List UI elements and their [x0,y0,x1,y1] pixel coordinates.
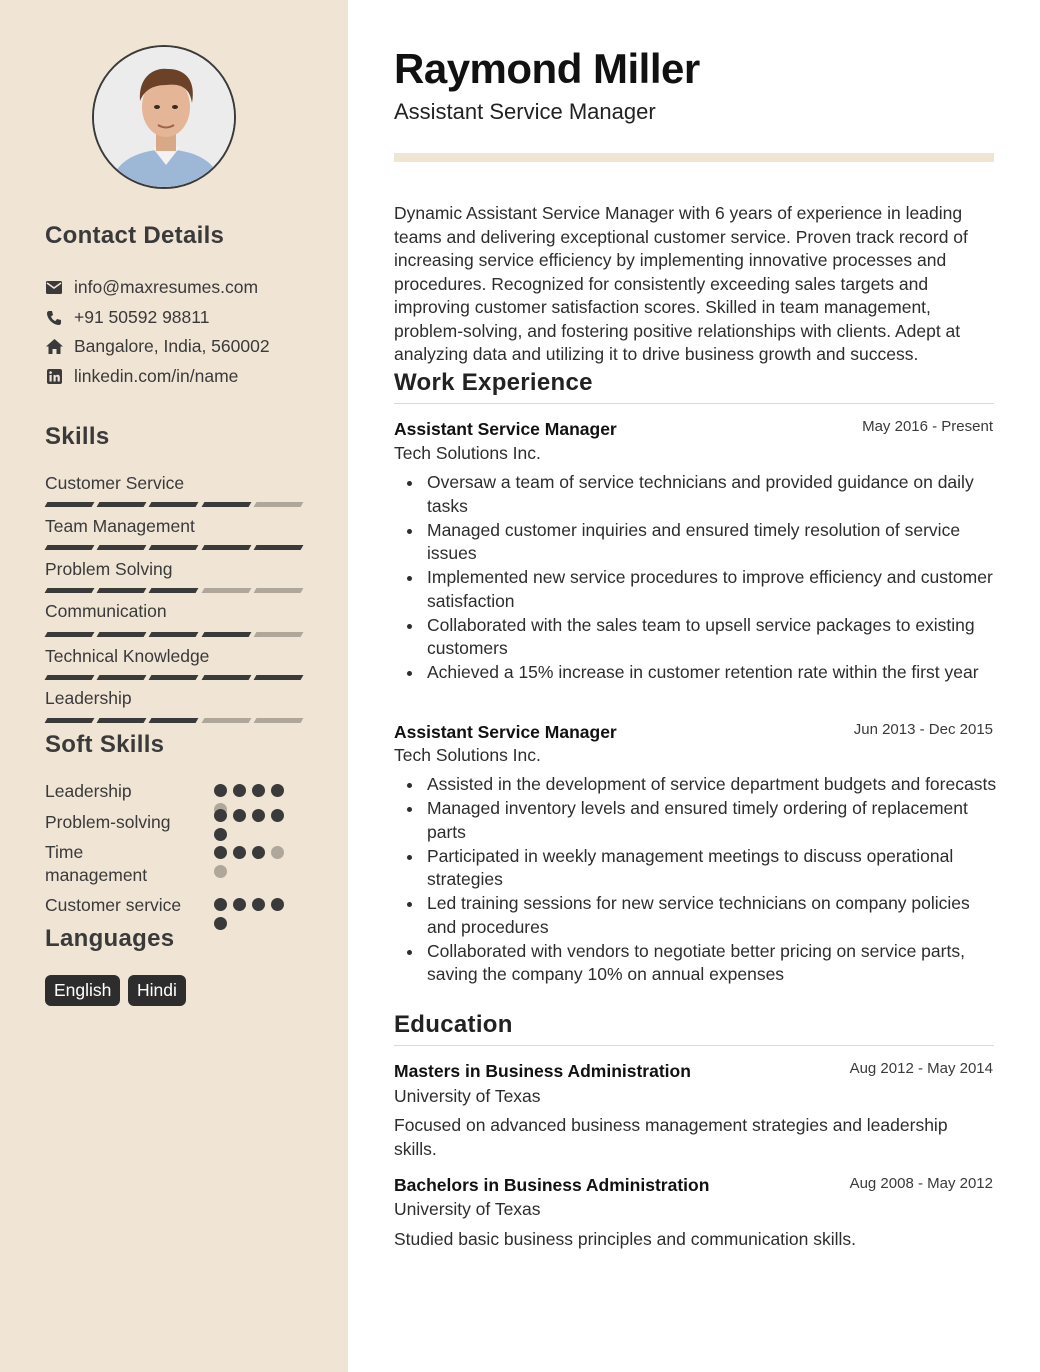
bullet-item: Collaborated with the sales team to upsell service packages to existing customers [394,614,1000,661]
rating-dot [233,898,246,911]
summary-paragraph: Dynamic Assistant Service Manager with 6 years of experience in leading teams and delivering exceptional customer service. Proven track record of increasing service efficiency by implementing innovative processes and procedures. Recognized for consistently exceeding sales targets and improving customer satisfaction scores. Skilled in team management, problem-solving, and fostering positive relationships with clients. Adept at analyzing data and utilizing it to drive business growth and success. [394,203,968,364]
sidebar [0,0,348,1372]
contact-phone[interactable] [45,307,209,328]
rating-dot [214,828,227,841]
work-experience-heading: Work Experience [394,369,593,396]
phone-icon [45,309,63,327]
candidate-title: Assistant Service Manager [394,99,656,124]
skill-bar [46,545,302,550]
rating-dot [271,846,284,859]
languages-heading: Languages [45,925,175,952]
skill-label: Communication [45,601,167,621]
bullet-item: Collaborated with vendors to negotiate better pricing on service parts, saving the company 10% on annual expenses [394,940,1000,987]
rating-dot [271,898,284,911]
linkedin-icon [45,368,63,386]
skill-bar-segment [97,718,147,723]
rating-dot [252,784,265,797]
skill-label: Leadership [45,688,132,708]
rating-dot [233,846,246,859]
section-divider [394,403,994,404]
header-divider [394,153,994,162]
rating-dot [271,809,284,822]
soft-skill-dots [214,898,292,930]
rating-dot [233,784,246,797]
bullet-item: Achieved a 15% increase in customer retention rate within the first year [394,661,1000,685]
education-degree: Masters in Business Administration [394,1061,691,1081]
bullet-item: Assisted in the development of service department budgets and forecasts [394,773,1000,797]
skill-bar-segment [97,632,147,637]
soft-skill-label: Leadership [45,781,132,801]
skill-bar-segment [201,675,251,680]
skill-bar-segment [45,718,95,723]
contact-email[interactable] [45,277,258,298]
skill-bar-segment [253,588,303,593]
bullet-item: Managed customer inquiries and ensured timely resolution of service issues [394,519,1000,566]
job-dates: May 2016 - Present [862,418,993,435]
soft-skill-dots [214,809,292,841]
education-dates: Aug 2012 - May 2014 [849,1060,993,1077]
bullet-item: Managed inventory levels and ensured timely ordering of replacement parts [394,797,1000,844]
bullet-item: Led training sessions for new service technicians on company policies and procedures [394,892,1000,939]
skill-bar-segment [149,632,199,637]
skill-bar-segment [45,632,95,637]
rating-dot [271,784,284,797]
skill-bar-segment [253,675,303,680]
skill-bar [46,675,302,680]
rating-dot [252,846,265,859]
skill-bar-segment [149,718,199,723]
skill-bar-segment [253,502,303,507]
profile-photo [92,45,236,189]
skill-bar-segment [201,502,251,507]
rating-dot [214,865,227,878]
skill-bar [46,588,302,593]
skill-bar-segment [149,588,199,593]
rating-dot [214,917,227,930]
home-icon [45,338,63,356]
skill-bar-segment [201,632,251,637]
soft-skill-label: Customer service [45,895,182,915]
skill-bar-segment [253,718,303,723]
contact-address [45,336,270,357]
skill-bar-segment [45,675,95,680]
education-school: University of Texas [394,1199,541,1219]
skill-bar-segment [45,545,95,550]
skill-bar-segment [149,545,199,550]
soft-skill-label: Problem-solving [45,812,171,832]
rating-dot [214,809,227,822]
skill-bar-segment [253,632,303,637]
job-dates: Jun 2013 - Dec 2015 [853,721,993,738]
skill-label: Problem Solving [45,559,173,579]
skill-label: Technical Knowledge [45,646,210,666]
skill-bar-segment [97,502,147,507]
skill-bar-segment [149,675,199,680]
education-school: University of Texas [394,1086,541,1106]
skill-bar-segment [97,675,147,680]
education-dates: Aug 2008 - May 2012 [849,1175,993,1192]
education-heading: Education [394,1011,513,1038]
rating-dot [214,846,227,859]
job-title: Assistant Service Manager [394,419,617,439]
bullet-item: Implemented new service procedures to improve efficiency and customer satisfaction [394,566,1000,613]
bullet-item: Participated in weekly management meetings to discuss operational strategies [394,845,1000,892]
skill-bar-segment [97,545,147,550]
language-badge-english: English [45,975,120,1006]
skill-bar-segment [149,502,199,507]
rating-dot [214,898,227,911]
soft-skills-heading: Soft Skills [45,731,165,758]
rating-dot [233,809,246,822]
skills-heading: Skills [45,423,110,450]
skill-bar [46,718,302,723]
job-company: Tech Solutions Inc. [394,745,541,765]
contact-linkedin-text: linkedin.com/in/name [74,366,239,386]
skill-bar-segment [201,545,251,550]
skill-bar-segment [253,545,303,550]
job-bullets [394,471,1000,685]
rating-dot [252,898,265,911]
contact-address-text: Bangalore, India, 560002 [74,336,270,356]
contact-phone-text: +91 50592 98811 [74,307,210,327]
job-company: Tech Solutions Inc. [394,443,541,463]
section-divider [394,1045,994,1046]
soft-skill-label: Time management [45,842,148,885]
soft-skill-dots [214,846,292,878]
candidate-name: Raymond Miller [394,45,700,92]
skill-bar-segment [45,588,95,593]
skill-bar [46,502,302,507]
job-bullets [394,773,1000,987]
skill-bar-segment [201,588,251,593]
rating-dot [214,784,227,797]
contact-linkedin[interactable] [45,366,238,387]
job-title: Assistant Service Manager [394,722,617,742]
skill-label: Team Management [45,516,195,536]
skill-bar [46,632,302,637]
contact-email-text: info@maxresumes.com [74,277,259,297]
bullet-item: Oversaw a team of service technicians and provided guidance on daily tasks [394,471,1000,518]
envelope-icon [45,279,63,297]
education-description: Studied basic business principles and communication skills. [394,1229,857,1249]
skill-bar-segment [45,502,95,507]
skill-bar-segment [201,718,251,723]
rating-dot [252,809,265,822]
education-degree: Bachelors in Business Administration [394,1175,710,1195]
language-badge-hindi: Hindi [128,975,186,1006]
contact-heading: Contact Details [45,222,225,249]
skill-bar-segment [97,588,147,593]
skill-label: Customer Service [45,473,185,493]
education-description: Focused on advanced business management strategies and leadership skills. [394,1115,948,1159]
